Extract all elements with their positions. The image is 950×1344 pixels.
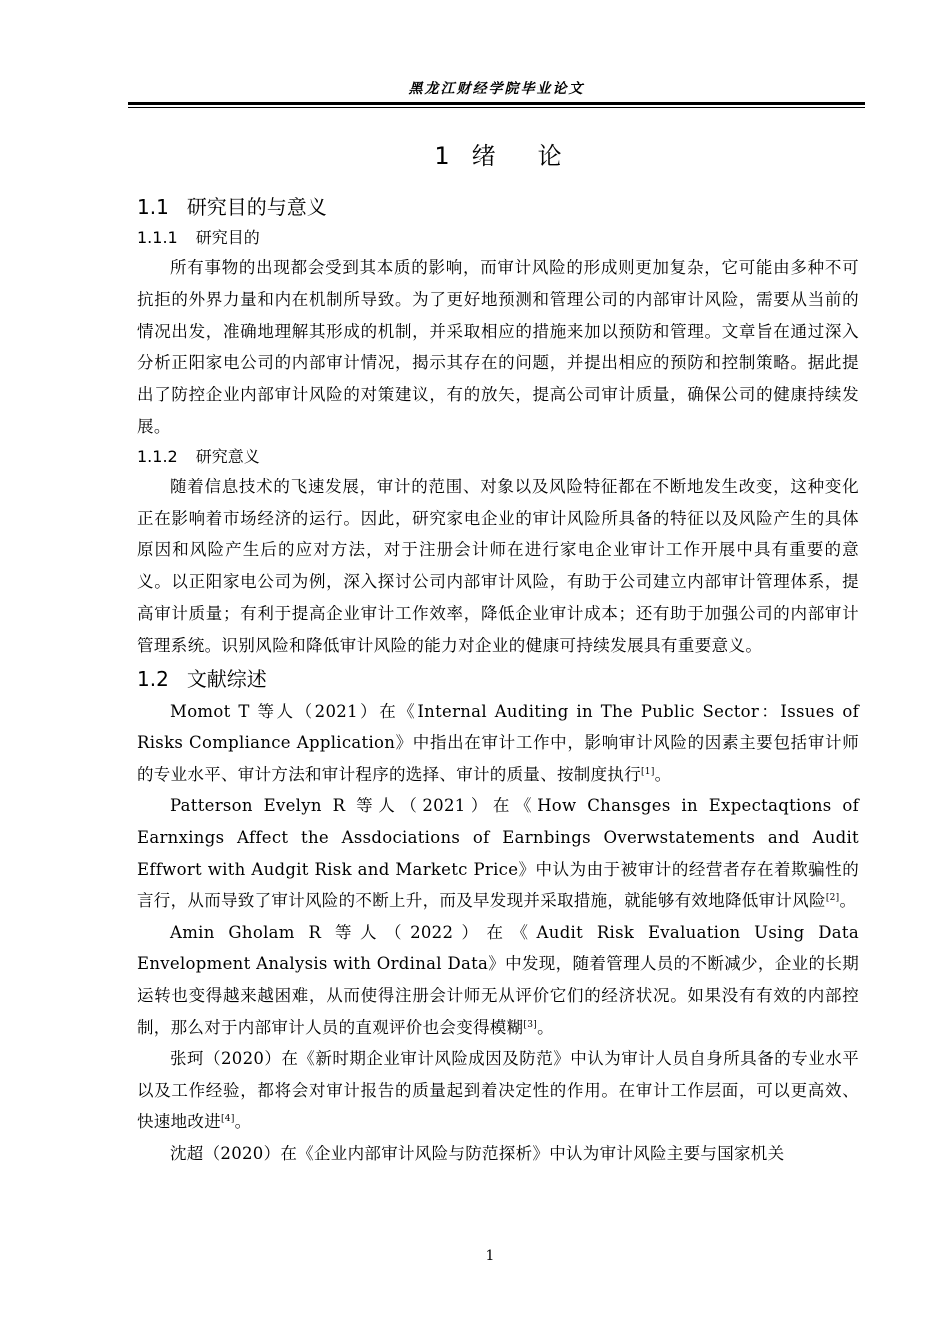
chapter-title-word1: 绪: [471, 142, 496, 170]
literature-end: 。: [654, 764, 672, 784]
literature-end: 。: [537, 1017, 554, 1037]
citation-ref: [4]: [221, 1114, 235, 1125]
section-number: 1.1: [137, 195, 169, 219]
citation-ref: [1]: [641, 766, 655, 777]
literature-text: 张珂（2020）在《新时期企业审计风险成因及防范》中认为审计人员自身所具备的专业水平以及工作经验，都将会对审计报告的质量起到着决定性的作用。在审计工作层面，可以更高效、快速地改进: [137, 1049, 859, 1132]
literature-text: Amin Gholam R 等人（2022）在《Audit Risk Evaluation Using Data Envelopment Analysis with Ordinal Data》中发现，随着管理人员的不断减少，企业的长期运转也变得越来越困难，从而使得注册会计师无从评价它们的经济状况。如果没有有效的内部控制，那么对于内部审计人员的直观评价也会变得模糊: [137, 922, 859, 1037]
section-heading-1-1: [137, 190, 859, 224]
literature-end: 。: [234, 1112, 252, 1132]
literature-text: Momot T 等人（2021）在《Internal Auditing in The Public Sector：Issues of Risks Compliance Application》中指出在审计工作中，影响审计风险的因素主要包括审计师的专业水平、审计方法和审计程序的选择、审计的质量、按制度执行: [137, 701, 859, 784]
section-number: 1.2: [137, 666, 169, 691]
section-heading-1-2: [137, 662, 859, 696]
literature-paragraph: [137, 1138, 859, 1170]
subsection-title: 研究目的: [195, 228, 260, 247]
literature-text: 沈超（2020）在《企业内部审计风险与防范探析》中认为审计风险主要与国家机关: [170, 1143, 785, 1163]
subsection-heading-1-1-2: [137, 443, 859, 471]
literature-paragraph: [137, 917, 859, 1043]
header-rule-thick: [128, 102, 865, 105]
page-header: 黑龙江财经学院毕业论文: [408, 81, 585, 97]
subsection-title: 研究意义: [195, 446, 260, 466]
section-title: 研究目的与意义: [186, 195, 327, 219]
literature-paragraph: [137, 1043, 859, 1138]
header-rule-thin: [128, 107, 865, 108]
citation-ref: [2]: [825, 893, 840, 904]
section-title: 文献综述: [186, 666, 267, 691]
subsection-heading-1-1-1: [137, 224, 859, 252]
literature-paragraph: [137, 790, 859, 916]
subsection-number: 1.1.2: [137, 446, 178, 466]
page-content: [137, 136, 859, 1169]
paragraph-research-purpose: 所有事物的出现都会受到其本质的影响，而审计风险的形成则更加复杂，它可能由多种不可抗拒的外界力量和内在机制所导致。为了更好地预测和管理公司的内部审计风险，需要从当前的情况出发，准确地理解其形成的机制，并采取相应的措施来加以预防和管理。文章旨在通过深入分析正阳家电公司的内部审计情况，揭示其存在的问题，并提出相应的预防和控制策略。据此提出了防控企业内部审计风险的对策建议，有的放矢，提高公司审计质量，确保公司的健康持续发展。: [137, 258, 859, 436]
chapter-title: [137, 136, 859, 182]
chapter-number: 1: [434, 142, 450, 170]
literature-paragraph: [137, 696, 859, 791]
subsection-number: 1.1.1: [137, 228, 178, 247]
page-number: 1: [485, 1248, 495, 1264]
citation-ref: [3]: [523, 1019, 538, 1030]
paragraph-research-significance: 随着信息技术的飞速发展，审计的范围、对象以及风险特征都在不断地发生改变，这种变化正在影响着市场经济的运行。因此，研究家电企业的审计风险所具备的特征以及风险产生的具体原因和风险产生后的应对方法，对于注册会计师在进行家电企业审计工作开展中具有重要的意义。以正阳家电公司为例，深入探讨公司内部审计风险，有助于公司建立内部审计管理体系，提高审计质量；有利于提高企业审计工作效率，降低企业审计成本；还有助于加强公司的内部审计管理系统。识别风险和降低审计风险的能力对企业的健康可持续发展具有重要意义。: [137, 476, 859, 655]
literature-text: Patterson Evelyn R 等人（2021）在《How Chansges in Expectaqtions of Earnxings Affect the Assdociations of Earnbings Overwstatements and Audit Effwort with Audgit Risk and Marketc Price》中认为由于被审计的经营者存在着欺骗性的言行，从而导致了审计风险的不断上升，而及早发现并采取措施，就能够有效地降低审计风险: [137, 796, 859, 911]
chapter-title-word2: 论: [537, 142, 562, 170]
literature-end: 。: [839, 891, 857, 911]
